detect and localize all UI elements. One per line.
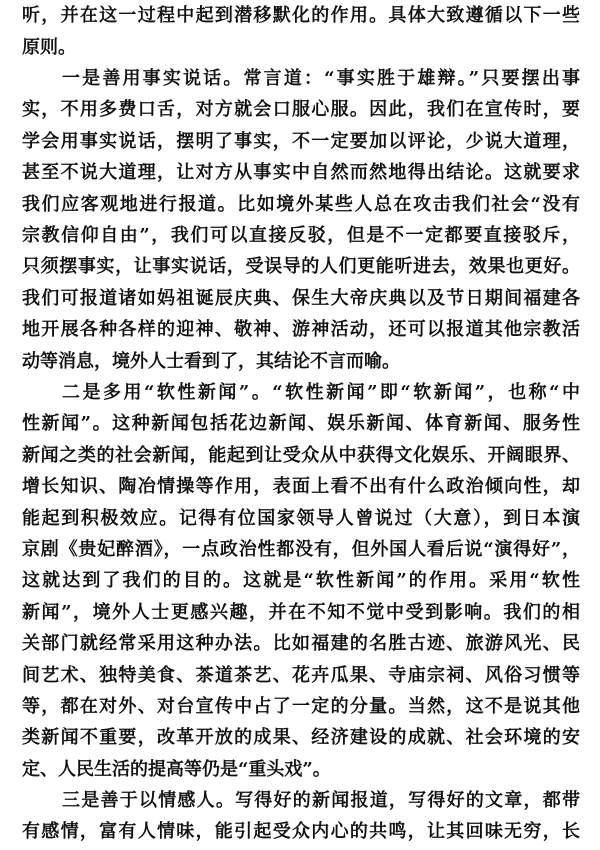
document-page bbox=[22, 0, 580, 848]
text-line: 间艺术、独特美食、茶道茶艺、花卉瓜果、寺庙宗祠、风俗习惯等 bbox=[22, 664, 580, 686]
text-line: 一是善用事实说话。常言道：“事实胜于雄辩。”只要摆出事 bbox=[62, 68, 580, 90]
text-line: 听，并在这一过程中起到潜移默化的作用。具体大致遵循以下一些 bbox=[22, 5, 580, 27]
paragraph-principle-two bbox=[22, 377, 580, 785]
text-line: 能起到积极效应。记得有位国家领导人曾说过（大意），到日本演 bbox=[22, 507, 580, 529]
paragraph-continuation bbox=[22, 0, 580, 63]
text-line: 类新闻不重要，改革开放的成果、经济建设的成就、社会环境的安 bbox=[22, 727, 580, 749]
text-line: 增长知识、陶冶情操等作用，表面上看不出有什么政治倾向性，却 bbox=[22, 476, 580, 498]
text-line: 性新闻”。这种新闻包括花边新闻、娱乐新闻、体育新闻、服务性 bbox=[22, 413, 580, 435]
text-line: 关部门就经常采用这种办法。比如福建的名胜古迹、旅游风光、民 bbox=[22, 633, 580, 655]
text-line: 等，都在对外、对台宣传中占了一定的分量。当然，这不是说其他 bbox=[22, 695, 580, 717]
text-line: 宗教信仰自由”，我们可以直接反驳，但是不一定都要直接驳斥， bbox=[22, 225, 580, 247]
text-line: 新闻之类的社会新闻，能起到让受众从中获得文化娱乐、开阔眼界、 bbox=[22, 444, 580, 466]
text-line: 只须摆事实，让事实说话，受误导的人们更能听进去，效果也更好。 bbox=[22, 256, 580, 278]
text-line: 甚至不说大道理，让对方从事实中自然而然地得出结论。这就要求 bbox=[22, 162, 580, 184]
text-line: 定、人民生活的提高等仍是“重头戏”。 bbox=[22, 758, 331, 780]
text-line: 新闻”，境外人士更感兴趣，并在不知不觉中受到影响。我们的相 bbox=[22, 601, 580, 623]
text-line: 原则。 bbox=[22, 36, 76, 58]
text-line: 我们应客观地进行报道。比如境外某些人总在攻击我们社会“没有 bbox=[22, 193, 580, 215]
paragraph-principle-one bbox=[22, 63, 580, 377]
paragraph-principle-three bbox=[22, 785, 580, 848]
text-line: 有感情，富有人情味，能引起受众内心的共鸣，让其回味无穷，长 bbox=[22, 821, 580, 843]
text-line: 二是多用“软性新闻”。“软性新闻”即“软新闻”，也称“中 bbox=[62, 381, 580, 403]
text-line: 京剧《贵妃醉酒》，一点政治性都没有，但外国人看后说“演得好”， bbox=[22, 538, 580, 560]
text-line: 地开展各种各样的迎神、敬神、游神活动，还可以报道其他宗教活 bbox=[22, 319, 580, 341]
text-line: 这就达到了我们的目的。这就是“软性新闻”的作用。采用“软性 bbox=[22, 570, 580, 592]
text-line: 我们可报道诸如妈祖诞辰庆典、保生大帝庆典以及节日期间福建各 bbox=[22, 287, 580, 309]
text-line: 三是善于以情感人。写得好的新闻报道，写得好的文章，都带 bbox=[62, 790, 580, 812]
text-line: 实，不用多费口舌，对方就会口服心服。因此，我们在宣传时，要 bbox=[22, 99, 580, 121]
text-line: 动等消息，境外人士看到了，其结论不言而喻。 bbox=[22, 350, 400, 372]
text-line: 学会用事实说话，摆明了事实，不一定要加以评论，少说大道理， bbox=[22, 130, 580, 152]
